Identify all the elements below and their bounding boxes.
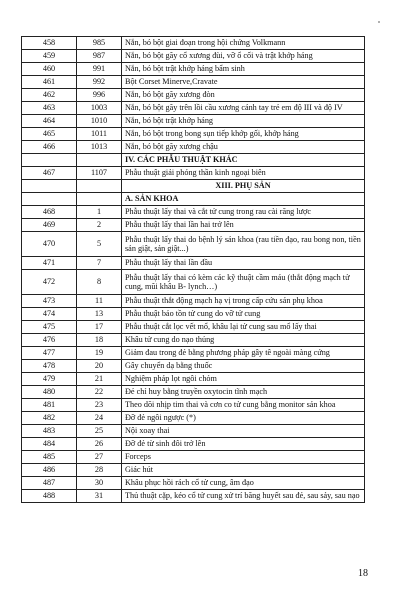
table-row <box>22 232 365 257</box>
procedure-name: Khâu tử cung do nạo thủng <box>122 334 365 347</box>
procedure-table-body <box>22 37 365 503</box>
section-title: IV. CÁC PHẪU THUẬT KHÁC <box>122 154 365 167</box>
row-number: 486 <box>22 464 77 477</box>
procedure-name: Forceps <box>122 451 365 464</box>
section-header-row <box>22 180 365 193</box>
procedure-code: 996 <box>77 89 122 102</box>
row-number: 470 <box>22 232 77 257</box>
procedure-code: 1010 <box>77 115 122 128</box>
procedure-name: Thủ thuật cặp, kéo cổ tử cung xử trí băng huyết sau đẻ, sau sảy, sau nạo <box>122 490 365 503</box>
row-number: 458 <box>22 37 77 50</box>
procedure-code: 2 <box>77 219 122 232</box>
procedure-name: Phẫu thuật giải phóng thần kinh ngoại biên <box>122 167 365 180</box>
procedure-name: Phẫu thuật lấy thai và cắt tử cung trong rau cài răng lược <box>122 206 365 219</box>
scan-speck <box>378 21 380 23</box>
table-row <box>22 308 365 321</box>
row-number: 471 <box>22 257 77 270</box>
procedure-name: Nắn, bó bột trật khớp háng bẩm sinh <box>122 63 365 76</box>
row-number: 483 <box>22 425 77 438</box>
procedure-code: 30 <box>77 477 122 490</box>
procedure-code: 7 <box>77 257 122 270</box>
table-row <box>22 270 365 295</box>
procedure-table <box>21 36 365 503</box>
procedure-code: 987 <box>77 50 122 63</box>
procedure-code: 21 <box>77 373 122 386</box>
row-number: 459 <box>22 50 77 63</box>
procedure-code: 11 <box>77 295 122 308</box>
procedure-name: Theo dõi nhịp tim thai và cơn co tử cung bằng monitor sản khoa <box>122 399 365 412</box>
table-row <box>22 37 365 50</box>
procedure-name: Bột Corset Minerve,Cravate <box>122 76 365 89</box>
procedure-code: 20 <box>77 360 122 373</box>
row-number <box>22 193 77 206</box>
section-header-row <box>22 154 365 167</box>
row-number: 485 <box>22 451 77 464</box>
table-row <box>22 334 365 347</box>
section-title: A. SẢN KHOA <box>122 193 365 206</box>
procedure-code <box>77 193 122 206</box>
table-row <box>22 89 365 102</box>
procedure-name: Gây chuyển dạ bằng thuốc <box>122 360 365 373</box>
row-number <box>22 180 77 193</box>
procedure-code: 5 <box>77 232 122 257</box>
row-number: 461 <box>22 76 77 89</box>
table-row <box>22 115 365 128</box>
procedure-code: 28 <box>77 464 122 477</box>
procedure-name: Nắn, bó bột trong bong sụn tiếp khớp gối, khớp háng <box>122 128 365 141</box>
row-number: 480 <box>22 386 77 399</box>
procedure-code <box>77 180 122 193</box>
row-number: 484 <box>22 438 77 451</box>
page-number: 18 <box>358 568 368 579</box>
table-row <box>22 128 365 141</box>
procedure-code: 1003 <box>77 102 122 115</box>
procedure-code: 26 <box>77 438 122 451</box>
procedure-code: 17 <box>77 321 122 334</box>
table-row <box>22 321 365 334</box>
table-row <box>22 167 365 180</box>
table-row <box>22 102 365 115</box>
row-number: 487 <box>22 477 77 490</box>
table-row <box>22 399 365 412</box>
procedure-name: Đỡ đẻ ngôi ngược (*) <box>122 412 365 425</box>
row-number: 462 <box>22 89 77 102</box>
procedure-name: Nắn, bó bột trật khớp háng <box>122 115 365 128</box>
table-row <box>22 386 365 399</box>
procedure-name: Đỡ đẻ từ sinh đôi trở lên <box>122 438 365 451</box>
row-number: 467 <box>22 167 77 180</box>
procedure-code: 1013 <box>77 141 122 154</box>
table-row <box>22 50 365 63</box>
procedure-name: Phẫu thuật lấy thai có kèm các kỹ thuật cầm máu (thắt động mạch tử cung, mũi khâu B- lynch…) <box>122 270 365 295</box>
procedure-code <box>77 154 122 167</box>
row-number: 481 <box>22 399 77 412</box>
table-row <box>22 219 365 232</box>
procedure-name: Nắn, bó bột gãy trên lồi cầu xương cánh tay trẻ em độ III và độ IV <box>122 102 365 115</box>
procedure-code: 985 <box>77 37 122 50</box>
table-row <box>22 63 365 76</box>
procedure-name: Phẫu thuật cắt lọc vết mổ, khâu lại tử cung sau mổ lấy thai <box>122 321 365 334</box>
procedure-code: 1 <box>77 206 122 219</box>
procedure-code: 992 <box>77 76 122 89</box>
table-row <box>22 451 365 464</box>
row-number: 473 <box>22 295 77 308</box>
procedure-name: Nắn, bó bột giai đoạn trong hội chứng Volkmann <box>122 37 365 50</box>
procedure-name: Nắn, bó bột gãy xương chậu <box>122 141 365 154</box>
procedure-name: Khâu phục hồi rách cổ tử cung, âm đạo <box>122 477 365 490</box>
procedure-name: Giác hút <box>122 464 365 477</box>
procedure-name: Phẫu thuật bảo tồn tử cung do vỡ tử cung <box>122 308 365 321</box>
table-row <box>22 425 365 438</box>
row-number: 474 <box>22 308 77 321</box>
table-row <box>22 295 365 308</box>
procedure-code: 25 <box>77 425 122 438</box>
procedure-code: 991 <box>77 63 122 76</box>
table-row <box>22 257 365 270</box>
procedure-code: 27 <box>77 451 122 464</box>
row-number: 468 <box>22 206 77 219</box>
row-number: 465 <box>22 128 77 141</box>
procedure-code: 22 <box>77 386 122 399</box>
table-row <box>22 464 365 477</box>
procedure-name: Nội xoay thai <box>122 425 365 438</box>
procedure-code: 8 <box>77 270 122 295</box>
row-number: 464 <box>22 115 77 128</box>
procedure-code: 1011 <box>77 128 122 141</box>
procedure-code: 1107 <box>77 167 122 180</box>
procedure-code: 31 <box>77 490 122 503</box>
section-title: XIII. PHỤ SẢN <box>122 180 365 193</box>
table-row <box>22 412 365 425</box>
row-number: 477 <box>22 347 77 360</box>
procedure-name: Nắn, bó bột gãy xương đòn <box>122 89 365 102</box>
procedure-name: Phẫu thuật lấy thai lần hai trở lên <box>122 219 365 232</box>
table-row <box>22 490 365 503</box>
procedure-code: 13 <box>77 308 122 321</box>
table-row <box>22 76 365 89</box>
row-number <box>22 154 77 167</box>
procedure-code: 19 <box>77 347 122 360</box>
row-number: 475 <box>22 321 77 334</box>
row-number: 469 <box>22 219 77 232</box>
procedure-name: Phẫu thuật lấy thai lần đầu <box>122 257 365 270</box>
row-number: 482 <box>22 412 77 425</box>
table-row <box>22 347 365 360</box>
section-header-row <box>22 193 365 206</box>
procedure-code: 24 <box>77 412 122 425</box>
procedure-code: 23 <box>77 399 122 412</box>
table-row <box>22 477 365 490</box>
procedure-name: Phẫu thuật thắt động mạch hạ vị trong cấp cứu sản phụ khoa <box>122 295 365 308</box>
row-number: 476 <box>22 334 77 347</box>
procedure-name: Nghiệm pháp lọt ngôi chỏm <box>122 373 365 386</box>
table-row <box>22 373 365 386</box>
row-number: 472 <box>22 270 77 295</box>
row-number: 488 <box>22 490 77 503</box>
procedure-name: Nắn, bó bột gãy cổ xương đùi, vỡ ổ cối và trật khớp háng <box>122 50 365 63</box>
row-number: 466 <box>22 141 77 154</box>
table-row <box>22 141 365 154</box>
procedure-code: 18 <box>77 334 122 347</box>
row-number: 460 <box>22 63 77 76</box>
table-row <box>22 360 365 373</box>
row-number: 479 <box>22 373 77 386</box>
procedure-name: Đẻ chỉ huy bằng truyền oxytocin tĩnh mạch <box>122 386 365 399</box>
procedure-name: Giảm đau trong đẻ bằng phương pháp gây tê ngoài màng cứng <box>122 347 365 360</box>
procedure-name: Phẫu thuật lấy thai do bệnh lý sản khoa (rau tiền đạo, rau bong non, tiền sản giật, sản giật...) <box>122 232 365 257</box>
table-row <box>22 206 365 219</box>
row-number: 478 <box>22 360 77 373</box>
row-number: 463 <box>22 102 77 115</box>
table-row <box>22 438 365 451</box>
